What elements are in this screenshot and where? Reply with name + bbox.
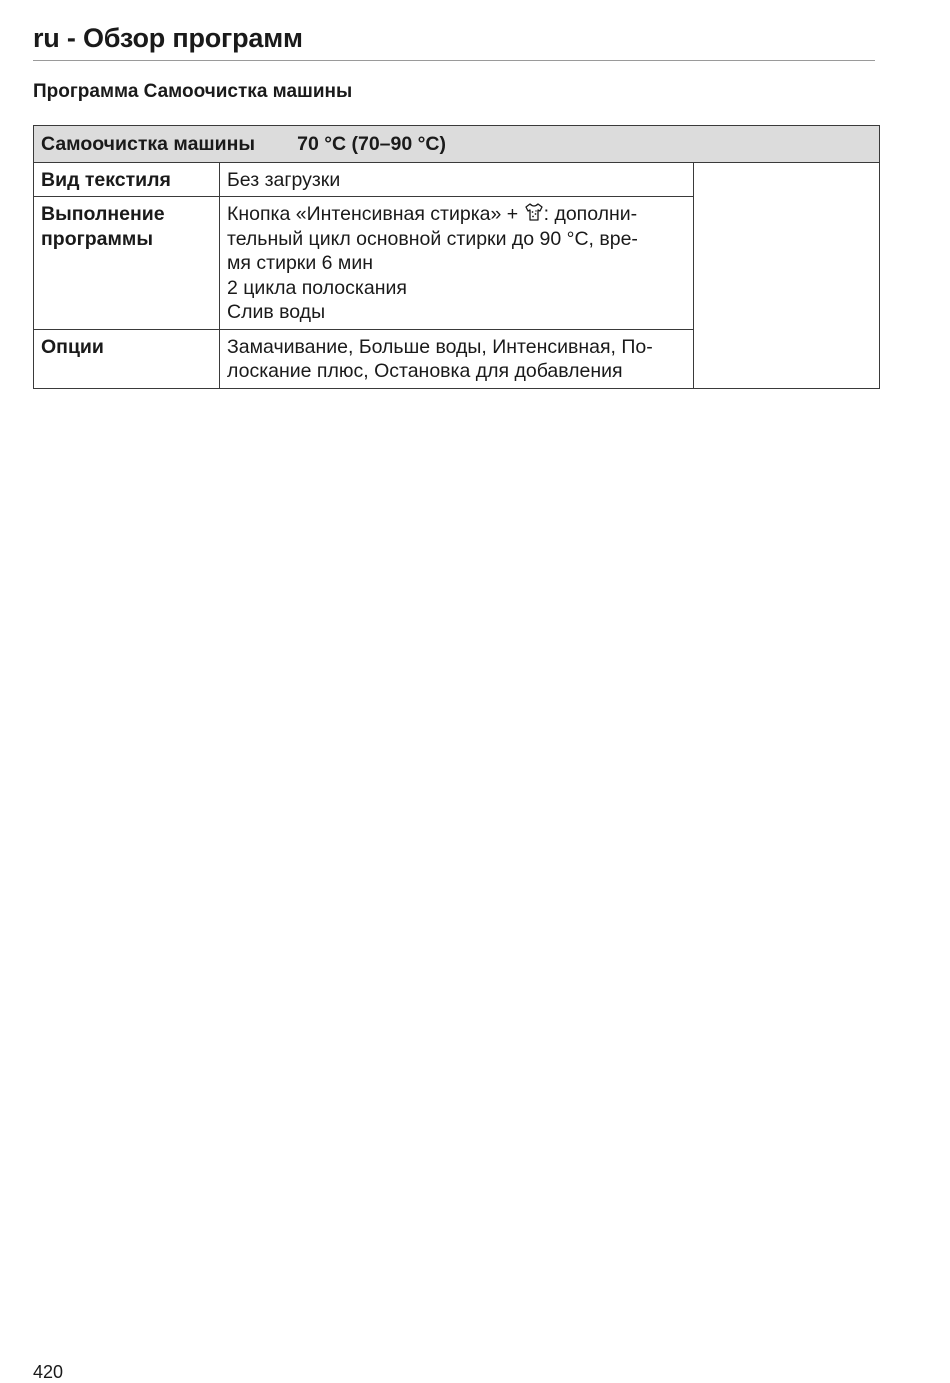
- program-name: Самоочистка машины: [41, 133, 256, 155]
- program-run-line: 2 цикла полоскания: [227, 276, 407, 299]
- program-temperature: 70 °C (70–90 °C): [297, 133, 447, 155]
- options-line: лоскание плюс, Остановка для добавления: [227, 360, 623, 382]
- page-number: 420: [33, 1362, 64, 1382]
- table-header-cell: [34, 126, 880, 163]
- empty-column-cell: [694, 162, 880, 388]
- program-run-text: Кнопка «Интенсивная стирка» +: [227, 203, 524, 225]
- row-value-textile-type: [220, 162, 694, 197]
- program-run-text: : дополни-: [543, 203, 638, 225]
- section-title: Программа Самоочистка машины: [33, 81, 353, 102]
- table-row-textile-type: [34, 162, 880, 197]
- program-run-line: тельный цикл основной стирки до 90 °C, вре-: [227, 227, 638, 250]
- page-header: [33, 20, 875, 61]
- table-header-row: [34, 126, 880, 163]
- options-line: Замачивание, Больше воды, Интенсивная, По-: [227, 335, 653, 358]
- program-run-line: [227, 202, 686, 227]
- row-label-options: Опции: [34, 329, 220, 388]
- page-title: ru - Обзор программ: [33, 23, 303, 53]
- program-run-line: Слив воды: [227, 301, 326, 323]
- intensive-wash-shirt-icon: [524, 202, 544, 222]
- row-label-textile-type: Вид текстиля: [34, 162, 220, 197]
- row-label-line: программы: [41, 227, 153, 250]
- row-label-line: Выполнение: [41, 203, 165, 225]
- program-run-line: мя стирки 6 мин: [227, 252, 373, 274]
- row-value-options: [220, 329, 694, 388]
- textile-type-value: Без загрузки: [227, 168, 341, 191]
- row-value-program-run: [220, 197, 694, 330]
- program-table: [33, 125, 880, 389]
- row-label-program-run: [34, 197, 220, 330]
